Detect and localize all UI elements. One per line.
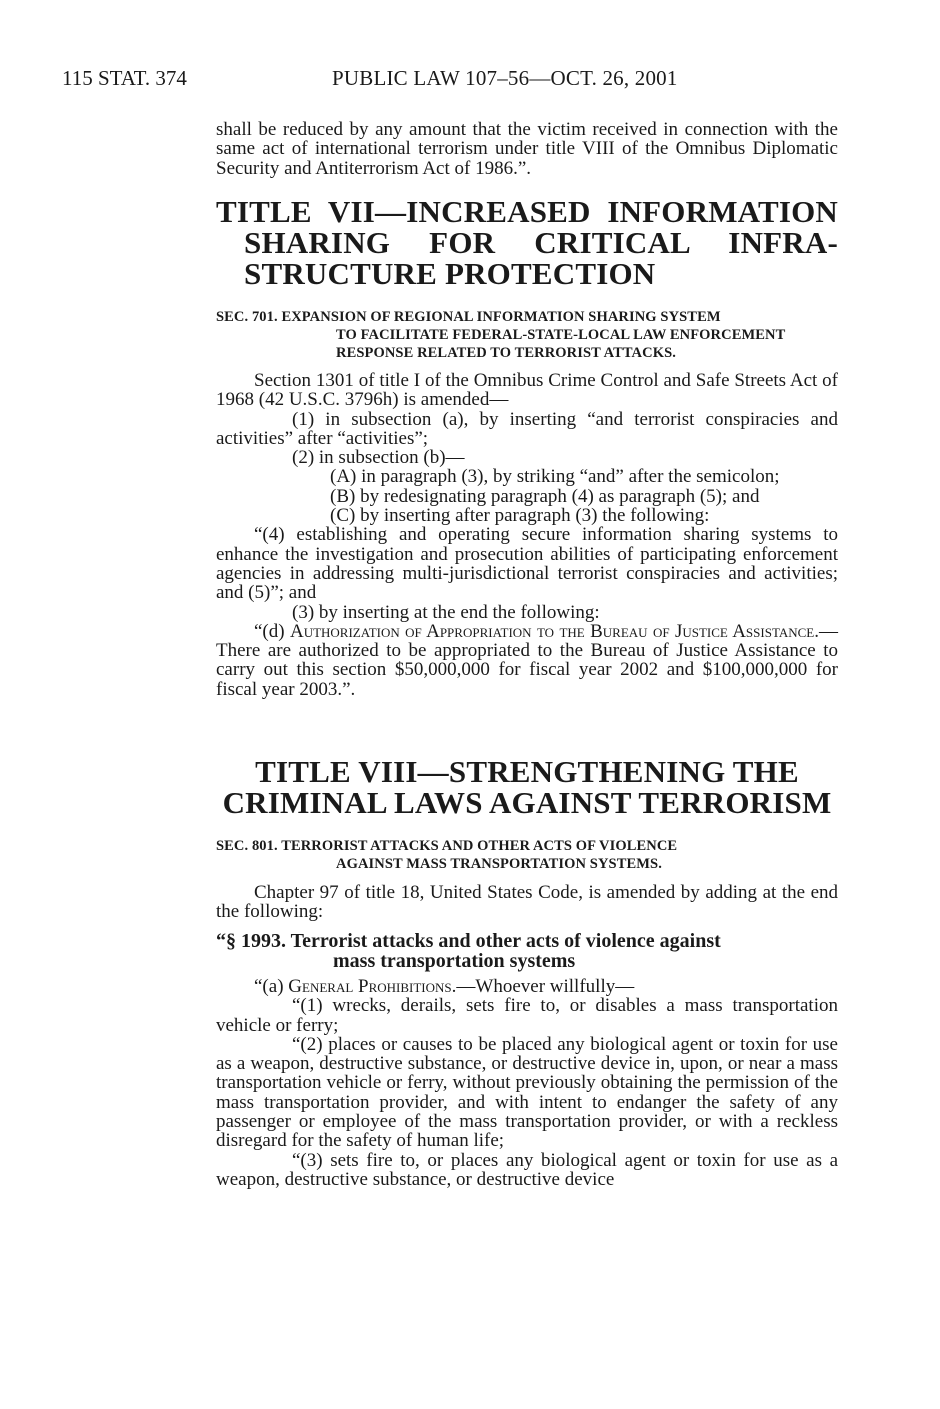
sec-701-para: (2) in subsection (b)— xyxy=(292,447,465,469)
sec-701-body xyxy=(216,371,838,699)
sec-801-intro: Chapter 97 of title 18, United States Code, is amended by adding at the end the following: xyxy=(216,882,838,923)
subsection-d-heading: Authorization of Appropriation to the Bureau of Justice Assistance. xyxy=(289,620,819,642)
sec-801-heading-first: SEC. 801. TERRORIST ATTACKS AND OTHER ACTS OF VIOLENCE xyxy=(216,838,678,854)
sec-801-heading-rest: AGAINST MASS TRANSPORTATION SYSTEMS. xyxy=(336,856,662,872)
public-law-citation: PUBLIC LAW 107–56—OCT. 26, 2001 xyxy=(332,66,678,90)
section-1993-heading-first: “§ 1993. Terrorist attacks and other acts of violence against xyxy=(216,930,721,952)
subsection-d-open: “(d) xyxy=(254,620,290,642)
running-header xyxy=(62,66,882,96)
sec-701-para: (3) by inserting at the end the following: xyxy=(292,601,600,623)
subsection-a-heading: General Prohibitions. xyxy=(288,976,457,997)
sec-701-heading-rest: TO FACILITATE FEDERAL-STATE-LOCAL LAW ENFORCEMENT RESPONSE RELATED TO TERRORIST ATTACKS. xyxy=(336,327,786,361)
title-viii-line-2: CRIMINAL LAWS AGAINST TERRORISM xyxy=(222,785,832,820)
sec-701-para: (C) by inserting after paragraph (3) the following: xyxy=(330,505,710,527)
section-1993-heading-rest: mass transportation systems xyxy=(333,950,576,972)
title-viii-heading xyxy=(216,756,838,818)
title-vii-line-3: STRUCTURE PROTECTION xyxy=(244,256,656,291)
sec-701-para: (A) in paragraph (3), by striking “and” after the semicolon; xyxy=(330,466,780,488)
sec-701-heading xyxy=(216,308,838,362)
title-viii-line-1: TITLE VIII—STRENGTHENING THE xyxy=(255,754,799,789)
subsection-a-item: “(3) sets fire to, or places any biological agent or toxin for use as a weapon, destructive substance, or destructive device xyxy=(216,1149,838,1190)
sec-701-heading-first: SEC. 701. EXPANSION OF REGIONAL INFORMATION SHARING SYSTEM xyxy=(216,309,721,325)
statute-page-number: 115 STAT. 374 xyxy=(62,66,187,90)
subsection-d-paragraph xyxy=(216,622,838,699)
subsection-a-item: “(1) wrecks, derails, sets fire to, or disables a mass transportation vehicle or ferry; xyxy=(216,995,838,1036)
title-vii-line-1: TITLE VII—INCREASED INFORMATION xyxy=(216,194,838,229)
subsection-a-open: “(a) xyxy=(254,976,289,997)
sec-701-para: (B) by redesignating paragraph (4) as paragraph (5); and xyxy=(330,485,760,507)
subsection-a-text: —Whoever willfully— xyxy=(456,976,635,997)
section-1993-heading xyxy=(216,931,838,971)
subsection-a-paragraph xyxy=(216,977,838,996)
section-1993-body xyxy=(216,977,838,1189)
subsection-d-text: —There are authorized to be appropriated to the Bureau of Justice Assistance to carry out this section $50,000,000 for fiscal year 2002 and $100,000,000 for fiscal year 2003.”. xyxy=(216,620,838,700)
sec-801-heading xyxy=(216,837,838,873)
sec-701-para: “(4) establishing and operating secure information sharing systems to enhance the investigation and prosecution abilities of participating enforcement agencies in addressing multi-jurisdictional terrorist conspiracies and activities; and (5)”; and xyxy=(216,524,838,604)
subsection-a-item: “(2) places or causes to be placed any biological agent or toxin for use as a weapon, destructive substance, or destructive device in, upon, or near a mass transportation vehicle or ferry, without previously obtaining the permission of the mass transportation provider, and with intent to endanger the safety of any passenger or employee of the mass transportation provider, or with a reckless disregard for the safety of human life; xyxy=(216,1033,838,1152)
title-vii-heading xyxy=(216,196,838,289)
title-vii-line-2: SHARING FOR CRITICAL INFRA- xyxy=(244,225,838,260)
sec-701-para: (1) in subsection (a), by inserting “and terrorist conspiracies and activities” after “activities”; xyxy=(216,408,838,449)
sec-701-para: Section 1301 of title I of the Omnibus Crime Control and Safe Streets Act of 1968 (42 U.S.C. 3796h) is amended— xyxy=(216,370,838,411)
intro-paragraph: shall be reduced by any amount that the victim received in connection with the same act of international terrorism under title VIII of the Omnibus Diplomatic Security and Antiterrorism Act of 1986.”. xyxy=(216,119,838,179)
